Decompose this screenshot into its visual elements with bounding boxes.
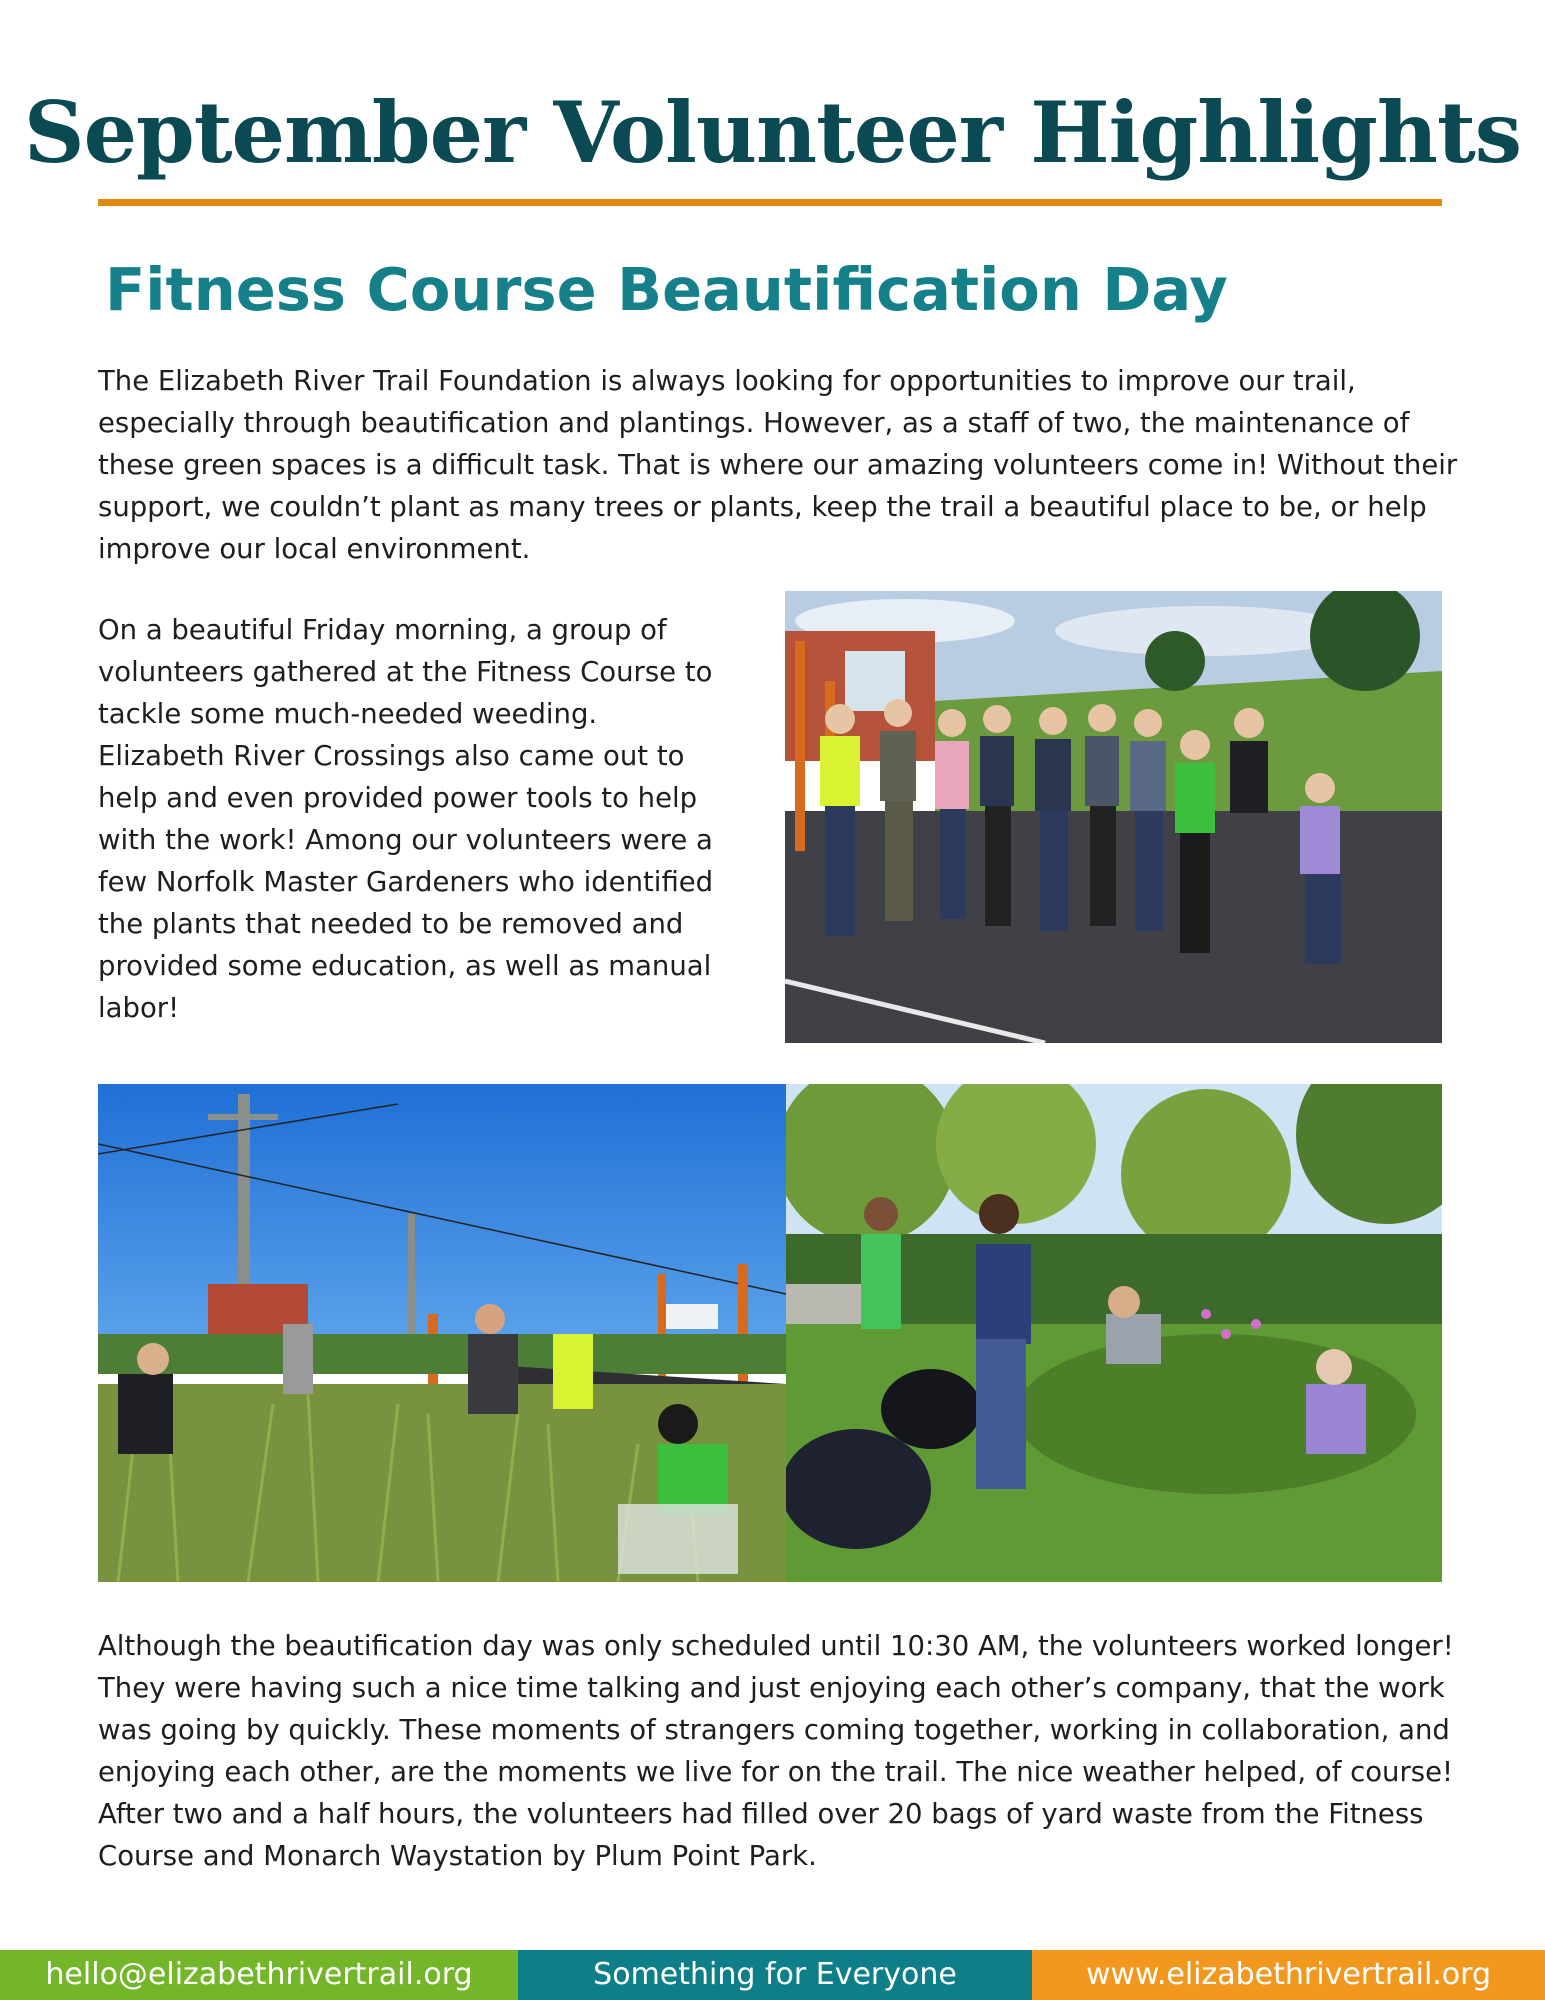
- volunteer-group-photo: [785, 591, 1442, 1043]
- section-heading: Fitness Course Beautification Day: [105, 255, 1228, 324]
- page-title: September Volunteer Highlights: [23, 83, 1522, 182]
- intro-paragraph: The Elizabeth River Trail Foundation is always looking for opportunities to improve our trail, especially through beautification and plantings. However, as a staff of two, the maintenance of these green spaces is a difficult task. That is where our amazing volunteers come in! Without their support, we couldn’t plant as many trees or plants, keep the trail a beautiful place to be, or help improve our local environment.: [98, 365, 1458, 565]
- closing-paragraph: Although the beautification day was only scheduled until 10:30 AM, the volunteers worked longer! They were having such a nice time talking and just enjoying each other’s company, that the work was going by quickly. These moments of strangers coming together, working in collaboration, and enjoying each other, are the moments we live for on the trail. The nice weather helped, of course! After two and a half hours, the volunteers had filled over 20 bags of yard waste from the Fitness Course and Monarch Waystation by Plum Point Park.: [98, 1630, 1454, 1872]
- weeding-photo-roadside: [98, 1084, 786, 1582]
- footer-website-link[interactable]: www.elizabethrivertrail.org: [1032, 1950, 1545, 2000]
- event-paragraph: On a beautiful Friday morning, a group of volunteers gathered at the Fitness Course to tackle some much-needed weeding. Elizabeth River Crossings also came out to help and even provided power tools to help with the work! Among our volunteers were a few Norfolk Master Gardeners who identified the plants that needed to be removed and provided some education, as well as manual labor!: [98, 614, 714, 1024]
- footer-bar: [0, 1950, 1545, 2000]
- footer-email-link[interactable]: hello@elizabethrivertrail.org: [0, 1950, 518, 2000]
- footer-tagline: Something for Everyone: [518, 1950, 1032, 2000]
- weeding-photo-garden: [786, 1084, 1442, 1582]
- title-divider: [98, 199, 1442, 206]
